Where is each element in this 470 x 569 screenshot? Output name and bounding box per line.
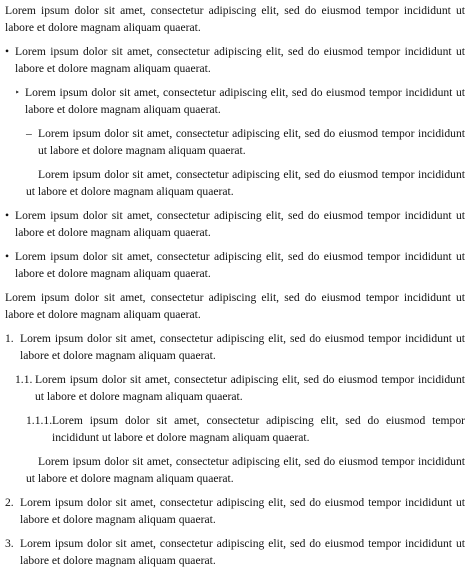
number-marker: 1.1.1. [26, 414, 53, 427]
continuation-paragraph: Lorem ipsum dolor sit amet, consectetur adipiscing elit, sed do eiusmod tempor incididunt ut labore et dolore magnam aliquam quaerat. [26, 455, 465, 485]
bullet-marker: • [5, 250, 10, 263]
list-item-text: Lorem ipsum dolor sit amet, consectetur adipiscing elit, sed do eiusmod tempor incididunt ut labore et dolore magnam aliquam quaerat. [20, 537, 465, 567]
sub-bullet-marker: ‣ [15, 88, 20, 97]
numbered-list-item [5, 330, 465, 364]
list-item-text: Lorem ipsum dolor sit amet, consectetur adipiscing elit, sed do eiusmod tempor incididunt ut labore et dolore magnam aliquam quaerat. [20, 496, 465, 526]
list-item-text: Lorem ipsum dolor sit amet, consectetur adipiscing elit, sed do eiusmod tempor incididunt ut labore et dolore magnam aliquam quaerat. [15, 209, 465, 239]
list-item-text: Lorem ipsum dolor sit amet, consectetur adipiscing elit, sed do eiusmod tempor incididunt ut labore et dolore magnam aliquam quaerat. [35, 373, 465, 403]
numbered-list-item [15, 371, 465, 405]
list-item-text: Lorem ipsum dolor sit amet, consectetur adipiscing elit, sed do eiusmod tempor incididunt ut labore et dolore magnam aliquam quaerat. [38, 127, 465, 157]
numbered-list-item [5, 494, 465, 528]
bullet-marker: • [5, 45, 10, 58]
number-marker: 1. [5, 332, 14, 345]
paragraph: Lorem ipsum dolor sit amet, consectetur adipiscing elit, sed do eiusmod tempor incididunt ut labore et dolore magnam aliquam quaerat. [5, 291, 465, 321]
continuation-paragraph: Lorem ipsum dolor sit amet, consectetur adipiscing elit, sed do eiusmod tempor incididunt ut labore et dolore magnam aliquam quaerat. [26, 168, 465, 198]
bullet-list-item [5, 248, 465, 282]
list-item-text: Lorem ipsum dolor sit amet, consectetur adipiscing elit, sed do eiusmod tempor incididunt ut labore et dolore magnam aliquam quaerat. [52, 414, 465, 444]
bullet-list-item [5, 43, 465, 77]
numbered-list-item [5, 535, 465, 569]
number-marker: 3. [5, 537, 14, 550]
dash-list-item [26, 125, 465, 159]
dash-marker: – [26, 127, 32, 140]
numbered-list-item [26, 412, 465, 446]
sub-bullet-list-item [15, 84, 465, 118]
number-marker: 2. [5, 496, 14, 509]
list-item-text: Lorem ipsum dolor sit amet, consectetur adipiscing elit, sed do eiusmod tempor incididunt ut labore et dolore magnam aliquam quaerat. [25, 86, 465, 116]
bullet-marker: • [5, 209, 10, 222]
list-item-text: Lorem ipsum dolor sit amet, consectetur adipiscing elit, sed do eiusmod tempor incididunt ut labore et dolore magnam aliquam quaerat. [15, 45, 465, 75]
bullet-list-item [5, 207, 465, 241]
list-item-text: Lorem ipsum dolor sit amet, consectetur adipiscing elit, sed do eiusmod tempor incididunt ut labore et dolore magnam aliquam quaerat. [20, 332, 465, 362]
number-marker: 1.1. [15, 373, 33, 386]
paragraph: Lorem ipsum dolor sit amet, consectetur adipiscing elit, sed do eiusmod tempor incididunt ut labore et dolore magnam aliquam quaerat. [5, 4, 465, 34]
list-item-text: Lorem ipsum dolor sit amet, consectetur adipiscing elit, sed do eiusmod tempor incididunt ut labore et dolore magnam aliquam quaerat. [15, 250, 465, 280]
